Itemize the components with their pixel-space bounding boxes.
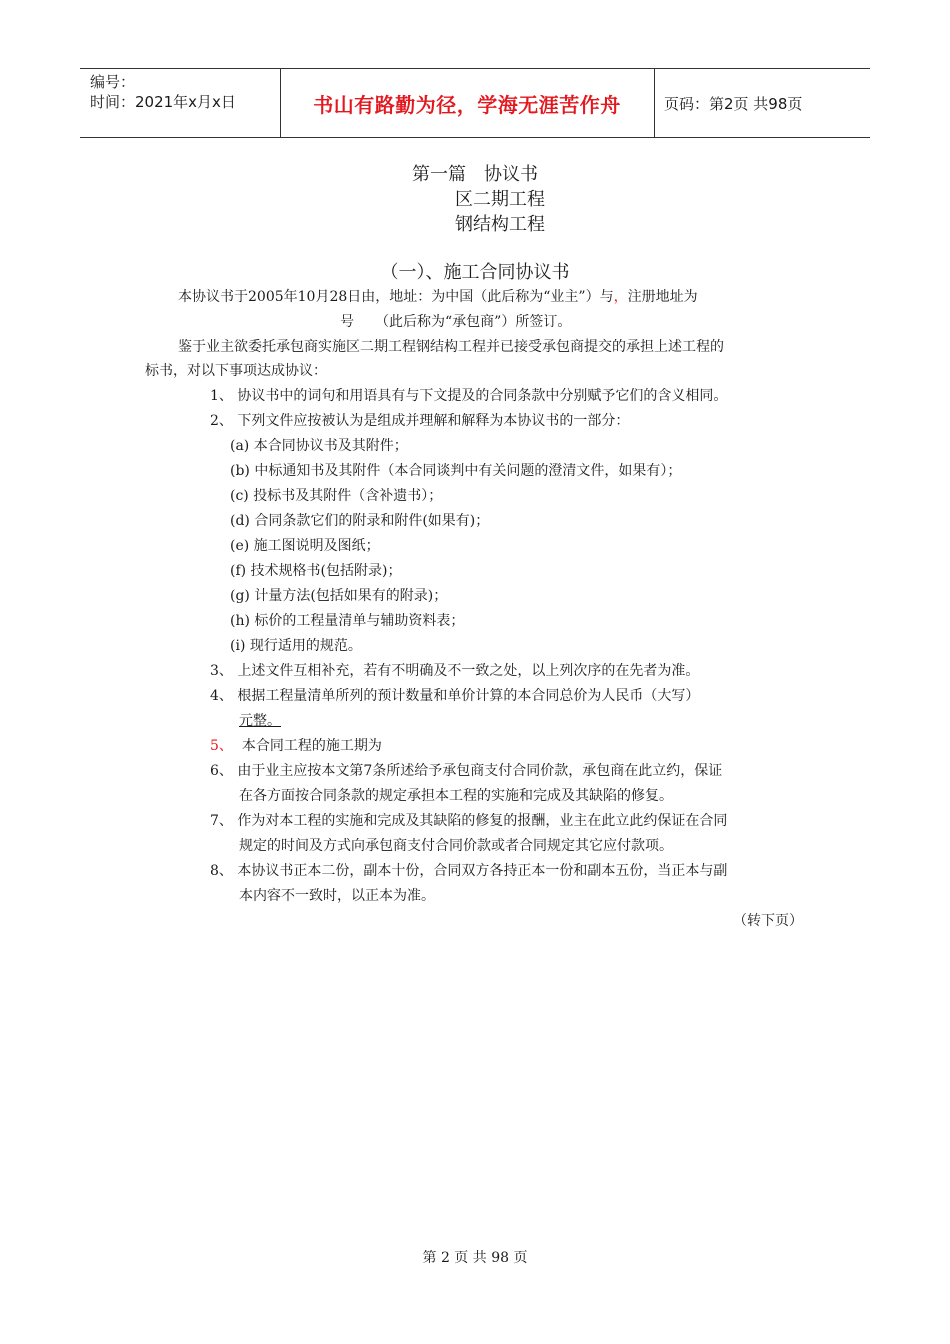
clause-2: 2、 下列文件应按被认为是组成并理解和解释为本协议书的一部分： xyxy=(210,413,630,429)
intro-line-4: 标书，对以下事项达成协议： xyxy=(145,363,327,379)
page-code: 页码：第2页 共98页 xyxy=(664,94,803,113)
sub-item: (c) 投标书及其附件（含补遗书）； xyxy=(230,488,443,504)
header-motto-cell xyxy=(280,69,655,137)
intro-line-1-tail: 注册地址为 xyxy=(627,289,698,305)
clause-8-cont: 本内容不一致时，以正本为准。 xyxy=(239,888,435,904)
sub-item: (e) 施工图说明及图纸； xyxy=(230,538,380,554)
motto-text: 书山有路勤为径，学海无涯苦作舟 xyxy=(313,92,621,117)
sub-item: (b) 中标通知书及其附件（本合同谈判中有关问题的澄清文件，如果有）； xyxy=(230,463,682,479)
clause-7-cont: 规定的时间及方式向承包商支付合同价款或者合同规定其它应付款项。 xyxy=(239,838,673,854)
sub-item: (a) 本合同协议书及其附件； xyxy=(230,438,408,454)
intro-line-1 xyxy=(178,285,698,310)
intro-line-2: 号 （此后称为“承包商”）所签订。 xyxy=(340,314,572,330)
clause-5-number: 5、 xyxy=(210,738,233,754)
header-info-cell xyxy=(80,69,281,137)
continued-note: （转下页） xyxy=(733,913,803,929)
clause-4-amount: 元整。 xyxy=(239,713,281,729)
clause-6-cont: 在各方面按合同条款的规定承担本工程的实施和完成及其缺陷的修复。 xyxy=(239,788,673,804)
subproject-title: 钢结构工程 xyxy=(455,214,545,235)
clause-3: 3、 上述文件互相补充，若有不明确及不一致之处，以上列次序的在先者为准。 xyxy=(210,663,700,679)
project-title: 区二期工程 xyxy=(455,189,545,210)
clause-4: 4、 根据工程量清单所列的预计数量和单价计算的本合同总价为人民币（大写） xyxy=(210,688,700,704)
page-header xyxy=(80,68,870,138)
intro-comma: ， xyxy=(613,289,628,305)
sub-item: (f) 技术规格书(包括附录)； xyxy=(230,563,402,579)
clause-8: 8、 本协议书正本二份，副本十份，合同双方各持正本一份和副本五份，当正本与副 xyxy=(210,863,728,879)
clause-7: 7、 作为对本工程的实施和完成及其缺陷的修复的报酬，业主在此立此约保证在合同 xyxy=(210,813,728,829)
document-date-label: 时间：2021年x月x日 xyxy=(90,93,236,111)
page-footer: 第 2 页 共 98 页 xyxy=(422,1250,528,1266)
part-title: 第一篇 协议书 xyxy=(412,164,538,185)
sub-item: (g) 计量方法(包括如果有的附录)； xyxy=(230,588,448,604)
clause-5-text: 本合同工程的施工期为 xyxy=(241,738,382,754)
sub-item: (h) 标价的工程量清单与辅助资料表； xyxy=(230,613,465,629)
clause-6: 6、 由于业主应按本文第7条所述给予承包商支付合同价款，承包商在此立约，保证 xyxy=(210,763,723,779)
intro-line-1-text: 本协议书于2005年10月28日由，地址：为中国（此后称为“业主”）与 xyxy=(178,289,614,305)
clause-1: 1、 协议书中的词句和用语具有与下文提及的合同条款中分别赋予它们的含义相同。 xyxy=(210,388,728,404)
clause-5 xyxy=(210,734,382,759)
sub-item: (i) 现行适用的规范。 xyxy=(230,638,362,654)
document-number-label: 编号： xyxy=(90,73,136,91)
header-page-cell xyxy=(656,69,870,137)
sub-item: (d) 合同条款它们的附录和附件(如果有)； xyxy=(230,513,490,529)
section-title: （一）、施工合同协议书 xyxy=(380,262,570,283)
intro-line-3: 鉴于业主欲委托承包商实施区二期工程钢结构工程并已接受承包商提交的承担上述工程的 xyxy=(178,339,724,355)
